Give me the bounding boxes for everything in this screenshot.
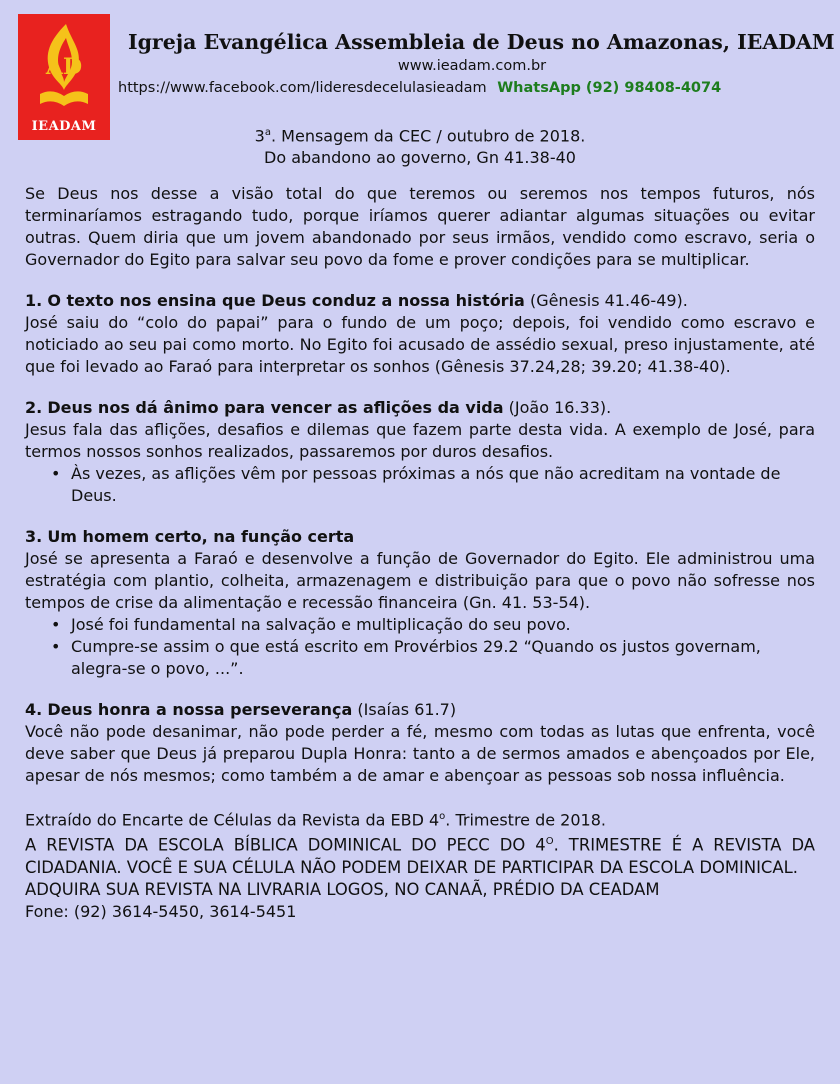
whatsapp-contact[interactable]: WhatsApp (92) 98408-4074 — [497, 80, 722, 96]
footer — [25, 806, 815, 923]
section-4 — [25, 699, 815, 787]
bullet-list — [49, 614, 815, 680]
bullet-item: • Cumpre-se assim o que está escrito em Provérbios 29.2 “Quando os justos governam, alegra-se o povo, ...”. — [49, 636, 815, 680]
section-body: Jesus fala das aflições, desafios e dilemas que fazem parte desta vida. A exemplo de José, para termos nossos sonhos realizados, passaremos por duros desafios. — [25, 420, 815, 461]
ebd-notice: A REVISTA DA ESCOLA BÍBLICA DOMINICAL DO PECC DO $4^O$. TRIMESTRE É A REVISTA DA CIDADANIA. VOCÊ E SUA CÉLULA NÃO PODEM DEIXAR DE PARTICIPAR DA ESCOLA DOMINICAL. — [25, 835, 815, 877]
website-link[interactable]: www.ieadam.com.br — [397, 58, 547, 74]
section-heading: 1. O texto nos ensina que Deus conduz a nossa história (Gênesis 41.46-49). — [25, 291, 688, 310]
message-line-2: Do abandono ao governo, Gn 41.38-40 — [264, 148, 576, 168]
bullet-item: • José foi fundamental na salvação e multiplicação do seu povo. — [49, 614, 815, 636]
source-note: Extraído do Encarte de Células da Revista da EBD 4$^o$. Trimestre de 2018. — [25, 810, 606, 830]
phone-numbers: Fone: (92) 3614-5450, 3614-5451 — [25, 901, 297, 921]
section-heading: 3. Um homem certo, na função certa — [25, 527, 355, 546]
section-3 — [25, 526, 815, 680]
message-line-1: 3$^a$. Mensagem da CEC / outubro de 2018. — [254, 126, 586, 146]
message-content — [25, 183, 815, 923]
facebook-link[interactable]: https://www.facebook.com/lideresdecelulasieadam — [118, 80, 487, 96]
bullet-item: • Às vezes, as aflições vêm por pessoas próximas a nós que não acreditam na vontade de Deus. — [49, 463, 815, 507]
section-1 — [25, 290, 815, 378]
contact-line — [118, 80, 818, 96]
message-heading — [160, 122, 680, 169]
flame-bible-icon — [36, 20, 92, 116]
section-heading: 2. Deus nos dá ânimo para vencer as aflições da vida (João 16.33). — [25, 398, 612, 417]
section-body: José saiu do “colo do papai” para o fundo de um poço; depois, foi vendido como escravo e noticiado ao seu pai como morto. No Egito foi acusado de assédio sexual, preso injustamente, até que foi levado ao Faraó para interpretar os sonhos (Gênesis 37.24,28; 39.20; 41.38-40). — [25, 313, 815, 376]
section-2 — [25, 397, 815, 507]
ieadam-logo — [18, 14, 110, 140]
svg-text:AD: AD — [45, 54, 83, 80]
bullet-list — [49, 463, 815, 507]
section-body: José se apresenta a Faraó e desenvolve a função de Governador do Egito. Ele administrou uma estratégia com plantio, colheita, armazenagem e distribuição para que o povo não sofresse nos tempos de crise da alimentação e recessão financeira (Gn. 41. 53-54). — [25, 549, 815, 612]
section-heading: 4. Deus honra a nossa perseverança (Isaías 61.7) — [25, 700, 457, 719]
logo-text: IEADAM — [31, 119, 97, 134]
bookstore-notice: ADQUIRA SUA REVISTA NA LIVRARIA LOGOS, NO CANAÃ, PRÉDIO DA CEADAM — [25, 879, 660, 899]
org-title: Igreja Evangélica Assembleia de Deus no Amazonas, IEADAM — [128, 30, 835, 54]
intro-paragraph: Se Deus nos desse a visão total do que teremos ou seremos nos tempos futuros, nós terminaríamos estragando tudo, porque iríamos querer adiantar algumas situações ou evitar outras. Quem diria que um jovem abandonado por seus irmãos, vendido como escravo, seria o Governador do Egito para salvar seu povo da fome e prover condições para se multiplicar. — [25, 184, 815, 269]
section-body: Você não pode desanimar, não pode perder a fé, mesmo com todas as lutas que enfrenta, você deve saber que Deus já preparou Dupla Honra: tanto a de sermos amados e abençoados por Ele, apesar de nós mesmos; como também a de amar e abençoar as pessoas sob nossa influência. — [25, 722, 815, 785]
